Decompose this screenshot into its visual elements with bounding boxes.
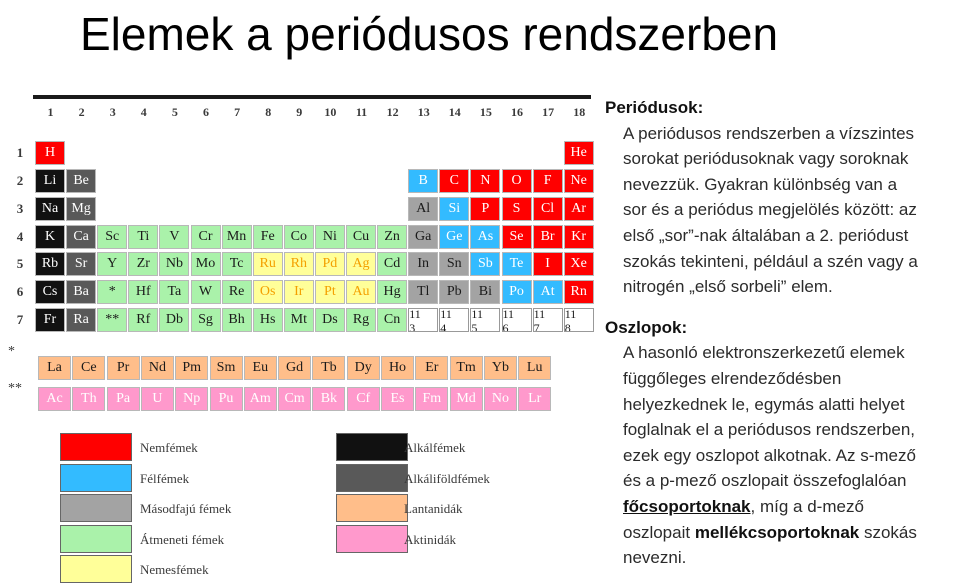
group-number: 6 [203, 105, 209, 119]
element-cell[interactable]: Li [35, 169, 65, 193]
element-cell[interactable]: Se [502, 225, 532, 249]
group-number: 16 [511, 105, 523, 119]
element-cell[interactable]: Ag [346, 252, 376, 276]
element-cell[interactable]: As [470, 225, 500, 249]
legend-label: Másodfajú fémek [140, 501, 232, 516]
element-cell[interactable]: Re [222, 280, 252, 304]
element-symbol-part: 5 [471, 321, 478, 333]
text-line: foglalnak el a periódusos rendszerben, [623, 420, 916, 440]
legend-swatch [336, 464, 408, 492]
actinide-marker: ** [8, 381, 22, 396]
text-line: nevezni. [623, 548, 687, 568]
group-number: 14 [448, 105, 461, 119]
lanthanide-cell[interactable]: La [38, 356, 71, 380]
lanthanide-cell[interactable]: Gd [278, 356, 311, 380]
actinide-cell[interactable]: Cm [278, 387, 311, 411]
element-cell[interactable]: Ta [159, 280, 189, 304]
element-cell[interactable] [439, 308, 469, 332]
element-symbol-part: 4 [440, 321, 447, 333]
lanthanide-cell[interactable]: Ce [72, 356, 105, 380]
element-symbol-part: 11 [471, 308, 483, 322]
element-symbol-part: 7 [533, 321, 540, 333]
text-line: sor és a periódus megjelölés között: az [623, 200, 917, 220]
element-cell[interactable]: Ar [564, 197, 594, 221]
group-number: 1 [47, 105, 54, 119]
text-line: helyezkednek le, egymás alatti helyet [623, 394, 905, 414]
legend-swatch [60, 555, 132, 583]
group-number: 17 [542, 105, 555, 119]
element-cell[interactable]: Mg [66, 197, 96, 221]
element-cell[interactable]: Na [35, 197, 65, 221]
element-cell[interactable]: Rg [346, 308, 376, 332]
period-number: 1 [16, 145, 24, 160]
text-line: nitrogén „első sorbeli” elem. [623, 277, 833, 297]
element-cell[interactable]: Db [159, 308, 189, 332]
columns-paragraph [605, 340, 960, 570]
text-line: első „sor”-nak általában a 2. periódust [623, 225, 909, 245]
actinide-cell[interactable]: Pa [107, 387, 140, 411]
element-cell[interactable]: Mn [222, 225, 252, 249]
element-cell[interactable]: Te [502, 252, 532, 276]
element-cell[interactable]: Mt [284, 308, 314, 332]
periods-paragraph [605, 121, 960, 300]
element-cell[interactable]: Cs [35, 280, 65, 304]
legend-swatch [336, 494, 408, 522]
element-cell[interactable]: H [35, 141, 65, 165]
actinide-cell[interactable]: Th [72, 387, 105, 411]
lanthanide-marker: * [8, 344, 15, 359]
actinide-cell[interactable]: Pu [210, 387, 243, 411]
lanthanide-cell[interactable]: Sm [210, 356, 243, 380]
group-number: 9 [296, 105, 303, 119]
element-cell[interactable] [470, 308, 500, 332]
group-number: 11 [355, 105, 368, 119]
legend-swatch [60, 494, 132, 522]
element-cell[interactable]: Cr [191, 225, 221, 249]
text-line: A hasonló elektronszerkezetű elemek [623, 343, 905, 363]
group-number: 18 [573, 105, 586, 119]
group-number: 4 [140, 105, 147, 119]
element-symbol-part: 11 [502, 308, 515, 322]
element-cell[interactable]: C [439, 169, 469, 193]
lanthanide-cell[interactable]: Ho [381, 356, 414, 380]
group-number: 5 [171, 105, 178, 119]
actinide-cell[interactable]: Cf [347, 387, 380, 411]
element-cell[interactable]: Sb [470, 252, 500, 276]
element-cell[interactable]: Rf [128, 308, 158, 332]
element-cell[interactable]: O [502, 169, 532, 193]
lanthanide-cell[interactable]: Dy [347, 356, 380, 380]
element-cell[interactable]: N [470, 169, 500, 193]
element-cell[interactable]: Ni [315, 225, 345, 249]
element-cell[interactable]: Sc [97, 225, 127, 249]
element-cell[interactable]: Ir [284, 280, 314, 304]
element-cell[interactable]: Pb [439, 280, 469, 304]
element-cell[interactable]: Hg [377, 280, 407, 304]
element-cell[interactable]: Y [97, 252, 127, 276]
text-line: sorokat periódusoknak vagy soroknak [623, 149, 909, 169]
legend-label: Nemfémek [140, 440, 198, 455]
element-cell[interactable]: Ne [564, 169, 594, 193]
text-line: A periódusos rendszerben a vízszintes [623, 123, 915, 143]
element-cell[interactable]: Zr [128, 252, 158, 276]
element-cell[interactable]: Co [284, 225, 314, 249]
element-symbol-part: 8 [564, 321, 571, 333]
element-symbol-part: 3 [409, 321, 416, 333]
element-cell[interactable]: Xe [564, 252, 594, 276]
text-line: függőleges elrendeződésben [623, 368, 842, 388]
legend-label: Alkáliföldfémek [404, 470, 490, 486]
element-cell[interactable]: Fe [253, 225, 283, 249]
element-cell[interactable]: S [502, 197, 532, 221]
element-cell[interactable]: Rn [564, 280, 594, 304]
element-cell[interactable]: Rh [284, 252, 314, 276]
element-cell[interactable]: Ds [315, 308, 345, 332]
period-number: 3 [16, 200, 24, 216]
element-cell[interactable]: Bh [222, 308, 252, 332]
actinide-cell[interactable]: Lr [518, 387, 551, 411]
element-cell[interactable]: Sg [191, 308, 221, 332]
element-cell[interactable] [502, 308, 532, 332]
element-cell[interactable]: Os [253, 280, 283, 304]
element-cell[interactable]: Ge [439, 225, 469, 249]
text-line: nevezzük. Gyakran különbség van a [623, 174, 898, 194]
group-number: 2 [78, 105, 85, 119]
lanthanide-cell[interactable]: Yb [484, 356, 517, 380]
legend-swatch [60, 464, 132, 492]
period-number: 4 [16, 228, 24, 244]
element-cell[interactable]: F [533, 169, 563, 193]
period-number: 5 [16, 256, 24, 272]
element-symbol-part: 11 [564, 308, 577, 322]
lanthanide-cell[interactable]: Pr [107, 356, 140, 380]
element-cell[interactable]: Hs [253, 308, 283, 332]
element-cell[interactable]: I [533, 252, 563, 276]
element-cell[interactable]: Ru [253, 252, 283, 276]
element-cell[interactable]: At [533, 280, 563, 304]
element-cell[interactable]: B [408, 169, 438, 193]
element-symbol-part: 11 [533, 308, 546, 322]
actinide-cell[interactable]: Np [175, 387, 208, 411]
actinide-cell[interactable]: U [141, 387, 174, 411]
legend-label: Lantanidák [404, 501, 463, 516]
element-cell[interactable]: Cl [533, 197, 563, 221]
element-cell[interactable]: In [408, 252, 438, 276]
element-cell[interactable]: Sr [66, 252, 96, 276]
lanthanide-cell[interactable]: Er [415, 356, 448, 380]
element-cell[interactable]: Tl [408, 280, 438, 304]
element-cell[interactable]: Be [66, 169, 96, 193]
actinide-cell[interactable]: Md [450, 387, 483, 411]
sub-groups-term: mellékcsoportoknak [694, 522, 860, 542]
element-cell[interactable]: Ca [66, 225, 96, 249]
text-line [623, 520, 960, 546]
element-symbol-part: 11 [409, 308, 421, 322]
lanthanide-cell[interactable]: Tm [450, 356, 483, 380]
legend-label: Alkálfémek [404, 440, 466, 455]
element-cell[interactable]: Cd [377, 252, 407, 276]
actinide-cell[interactable]: Am [244, 387, 277, 411]
periodic-table [0, 90, 598, 584]
group-number: 7 [234, 105, 241, 119]
group-number: 13 [417, 105, 430, 119]
legend-label: Aktinidák [404, 531, 456, 547]
element-cell[interactable]: Br [533, 225, 563, 249]
lanthanide-cell[interactable]: Nd [141, 356, 174, 380]
text-fragment: , míg a d-mező [750, 496, 864, 516]
element-cell[interactable]: Mo [191, 252, 221, 276]
actinide-cell[interactable]: Es [381, 387, 414, 411]
element-cell[interactable]: Rb [35, 252, 65, 276]
actinide-cell[interactable]: Ac [38, 387, 71, 411]
element-cell[interactable]: K [35, 225, 65, 249]
element-cell[interactable]: Ra [66, 308, 96, 332]
element-cell[interactable]: He [564, 141, 594, 165]
lanthanide-cell[interactable]: Tb [312, 356, 345, 380]
element-cell[interactable]: Pd [315, 252, 345, 276]
period-number: 7 [16, 312, 24, 328]
table-top-border [33, 95, 591, 99]
group-number: 10 [324, 105, 337, 119]
element-cell[interactable]: Al [408, 197, 438, 221]
element-cell[interactable]: Kr [564, 225, 594, 249]
explanation-text [605, 95, 960, 571]
group-number: 8 [265, 105, 272, 119]
element-cell[interactable]: W [191, 280, 221, 304]
lanthanide-cell[interactable]: Lu [518, 356, 551, 380]
group-number: 3 [109, 105, 116, 119]
lanthanide-cell[interactable]: Eu [244, 356, 277, 380]
element-cell[interactable]: ** [97, 308, 127, 332]
lanthanide-cell[interactable]: Pm [175, 356, 208, 380]
text-fragment: oszlopait [623, 522, 695, 542]
main-groups-term: főcsoportoknak [623, 496, 751, 516]
element-cell[interactable]: V [159, 225, 189, 249]
group-number: 15 [479, 105, 492, 119]
element-cell[interactable] [408, 308, 438, 332]
text-fragment: szokás [859, 522, 917, 542]
element-cell[interactable]: Ba [66, 280, 96, 304]
text-line: és a p-mező oszlopait összefoglalóan [623, 471, 907, 491]
element-cell[interactable] [564, 308, 594, 332]
element-cell[interactable]: * [97, 280, 127, 304]
columns-heading: Oszlopok: [605, 317, 688, 337]
periods-heading: Periódusok: [605, 98, 704, 117]
element-cell[interactable]: P [470, 197, 500, 221]
text-line: szokás tekinteni, például a szén vagy a [623, 251, 918, 271]
element-cell[interactable]: Ga [408, 225, 438, 249]
legend-swatch [336, 525, 408, 553]
element-cell[interactable]: Fr [35, 308, 65, 332]
legend-label: Átmeneti fémek [140, 531, 225, 547]
period-number: 2 [16, 172, 24, 188]
element-cell[interactable]: Hf [128, 280, 158, 304]
group-number: 12 [386, 105, 399, 119]
element-cell[interactable]: Tc [222, 252, 252, 276]
legend-swatch [60, 433, 132, 461]
legend-swatch [60, 525, 132, 553]
element-symbol-part: 6 [502, 321, 509, 333]
text-line: ezek egy oszlopot alkotnak. Az s-mező [623, 445, 916, 465]
actinide-cell[interactable]: Fm [415, 387, 448, 411]
element-cell[interactable]: Sn [439, 252, 469, 276]
element-cell[interactable]: Zn [377, 225, 407, 249]
element-cell[interactable]: Si [439, 197, 469, 221]
element-cell[interactable]: Pt [315, 280, 345, 304]
element-cell[interactable]: Ti [128, 225, 158, 249]
element-cell[interactable]: Nb [159, 252, 189, 276]
actinide-cell[interactable]: No [484, 387, 517, 411]
element-cell[interactable]: Au [346, 280, 376, 304]
legend-label: Félfémek [140, 470, 190, 486]
element-cell[interactable] [533, 308, 563, 332]
element-cell[interactable]: Cn [377, 308, 407, 332]
element-cell[interactable]: Po [502, 280, 532, 304]
legend-swatch [336, 433, 408, 461]
actinide-cell[interactable]: Bk [312, 387, 345, 411]
text-line [623, 494, 960, 520]
element-cell[interactable]: Cu [346, 225, 376, 249]
slide-title: Elemek a periódusos rendszerben [80, 8, 779, 60]
element-cell[interactable]: Bi [470, 280, 500, 304]
element-symbol-part: 11 [440, 308, 452, 322]
legend-label: Nemesfémek [140, 562, 209, 577]
period-number: 6 [16, 284, 24, 300]
